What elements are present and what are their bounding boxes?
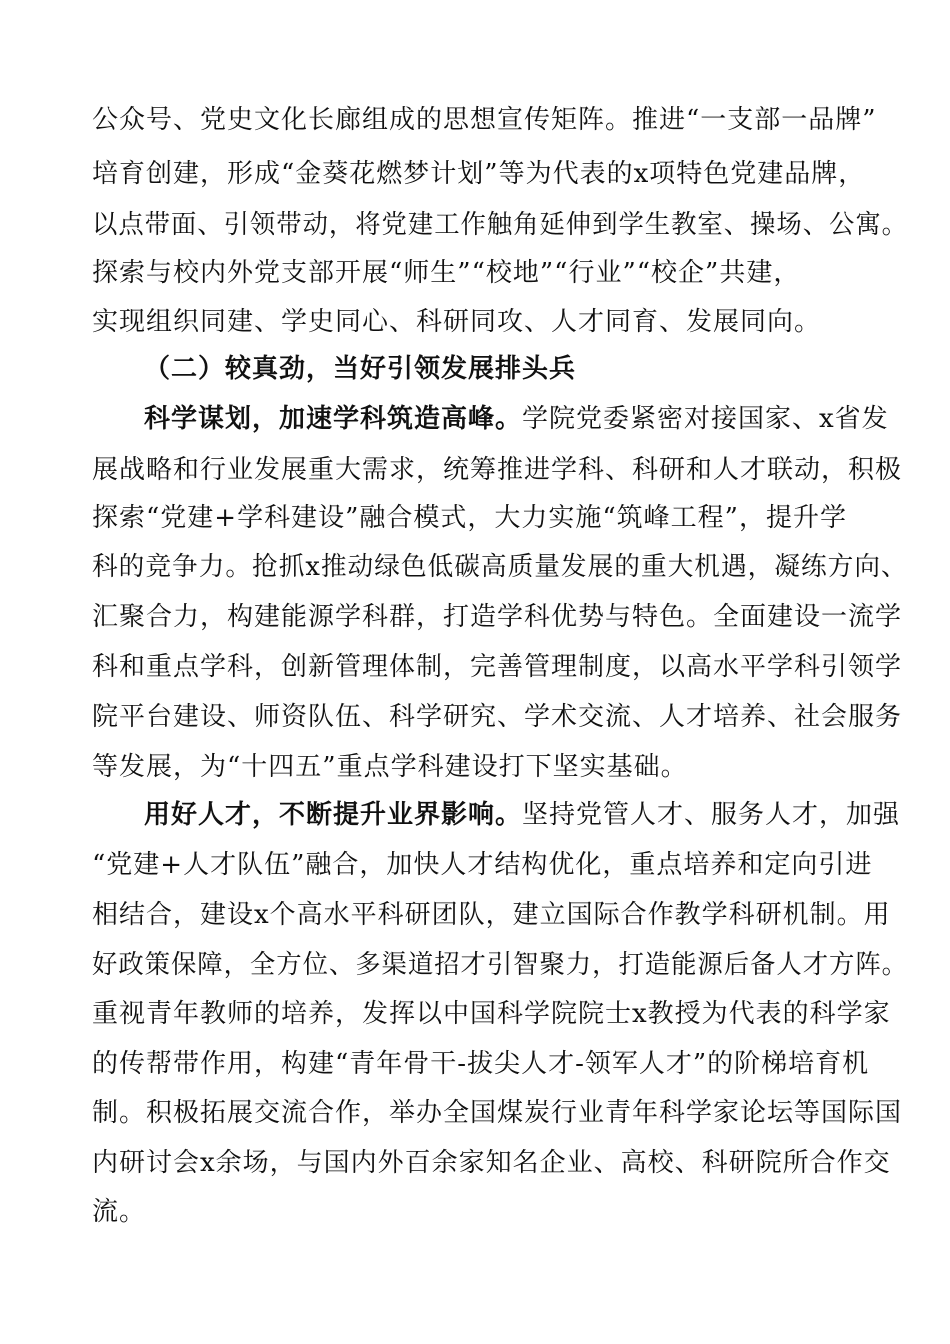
text-line: 的传帮带作用，构建“青年骨干-拔尖人才-领军人才”的阶梯培育机 — [92, 1049, 870, 1079]
text-line: 院平台建设、师资队伍、科学研究、学术交流、人才培养、社会服务 — [92, 702, 903, 732]
text-line: 制。积极拓展交流合作，举办全国煤炭行业青年科学家论坛等国际国 — [92, 1098, 903, 1128]
text-line: 好政策保障，全方位、多渠道招才引智聚力，打造能源后备人才方阵。 — [92, 950, 909, 980]
paragraph-first-line — [144, 404, 889, 434]
text-line: 重视青年教师的培养，发挥以中国科学院院士x教授为代表的科学家 — [92, 999, 891, 1029]
section-heading: （二）较真劲，当好引领发展排头兵 — [144, 354, 577, 384]
paragraph-lead: 用好人才，不断提升业界影响。 — [144, 800, 523, 830]
text-line: “党建+人才队伍”融合，加快人才结构优化，重点培养和定向引进 — [92, 850, 873, 880]
paragraph-text: 学院党委紧密对接国家、x省发 — [522, 404, 889, 434]
text-line: 探索“党建+学科建设”融合模式，大力实施“筑峰工程”，提升学 — [92, 503, 847, 533]
paragraph-lead: 科学谋划，加速学科筑造高峰。 — [144, 404, 523, 434]
text-line: 科的竞争力。抢抓x推动绿色低碳高质量发展的重大机遇，凝练方向、 — [92, 552, 908, 582]
text-line: 等发展，为“十四五”重点学科建设打下坚实基础。 — [92, 752, 688, 782]
text-line: 科和重点学科，创新管理体制，完善管理制度，以高水平学科引领学 — [92, 652, 903, 682]
text-line: 汇聚合力，构建能源学科群，打造学科优势与特色。全面建设一流学 — [92, 602, 903, 632]
paragraph-first-line — [144, 800, 900, 830]
text-line: 流。 — [92, 1197, 147, 1227]
text-line: 展战略和行业发展重大需求，统筹推进学科、科研和人才联动，积极 — [92, 455, 903, 485]
paragraph-text: 坚持党管人才、服务人才，加强 — [522, 800, 901, 830]
text-line: 实现组织同建、学史同心、科研同攻、人才同育、发展同向。 — [92, 307, 822, 337]
text-line: 公众号、党史文化长廊组成的思想宣传矩阵。推进“一支部一品牌” — [92, 105, 877, 135]
text-line: 培育创建，形成“金葵花燃梦计划”等为代表的x项特色党建品牌， — [92, 159, 866, 189]
text-line: 内研讨会x余场，与国内外百余家知名企业、高校、科研院所合作交 — [92, 1148, 891, 1178]
text-line: 探索与校内外党支部开展“师生”“校地”“行业”“校企”共建， — [92, 258, 801, 288]
text-line: 相结合，建设x个高水平科研团队，建立国际合作教学科研机制。用 — [92, 900, 891, 930]
text-line: 以点带面、引领带动，将党建工作触角延伸到学生教室、操场、公寓。 — [92, 210, 909, 240]
